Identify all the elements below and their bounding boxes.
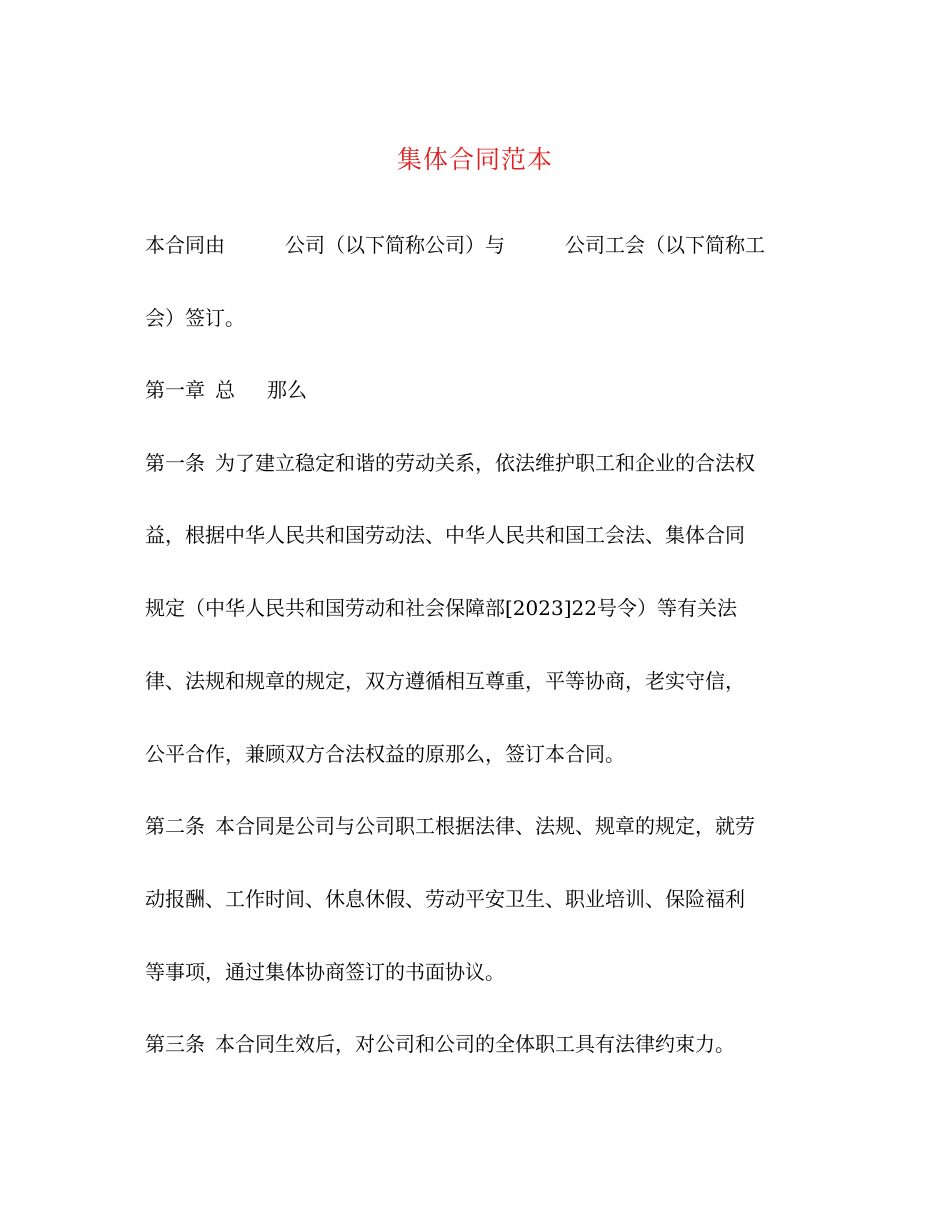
chapter-heading [145, 375, 307, 405]
preamble-text: 本合同由 [145, 233, 225, 257]
preamble-text: 会）签订。 [145, 306, 245, 330]
article-text: 为了建立稳定和谐的劳动关系，依法维护职工和企业的合法权 [215, 451, 755, 475]
article-1-line [145, 448, 755, 478]
article-label: 第三条 [145, 1032, 205, 1056]
chapter-label: 第一章 [145, 378, 205, 402]
article-1-line: 规定（中华人民共和国劳动和社会保障部[2023]22号令）等有关法 [145, 596, 737, 620]
article-text: 本合同是公司与公司职工根据法律、法规、规章的规定，就劳 [215, 814, 755, 838]
chapter-word: 总 [215, 378, 235, 402]
article-label: 第一条 [145, 451, 205, 475]
preamble-line-2 [145, 303, 245, 333]
document-title: 集体合同范本 [396, 145, 553, 174]
article-label: 第二条 [145, 814, 205, 838]
article-1-line: 公平合作，兼顾双方合法权益的原那么，签订本合同。 [145, 742, 625, 766]
preamble-line-1 [145, 230, 765, 260]
article-text: 本合同生效后，对公司和公司的全体职工具有法律约束力。 [215, 1032, 735, 1056]
article-2-line: 等事项，通过集体协商签订的书面协议。 [145, 960, 505, 984]
chapter-word: 那么 [267, 378, 307, 402]
preamble-text: 公司（以下简称公司）与 [285, 233, 505, 257]
article-2-line [145, 811, 755, 841]
article-1-line: 益，根据中华人民共和国劳动法、中华人民共和国工会法、集体合同 [145, 523, 745, 547]
article-1-line: 律、法规和规章的规定，双方遵循相互尊重，平等协商，老实守信， [145, 669, 745, 693]
article-2-line: 动报酬、工作时间、休息休假、劳动平安卫生、职业培训、保险福利 [145, 887, 745, 911]
preamble-text: 公司工会（以下简称工 [565, 233, 765, 257]
article-3-line [145, 1029, 735, 1059]
